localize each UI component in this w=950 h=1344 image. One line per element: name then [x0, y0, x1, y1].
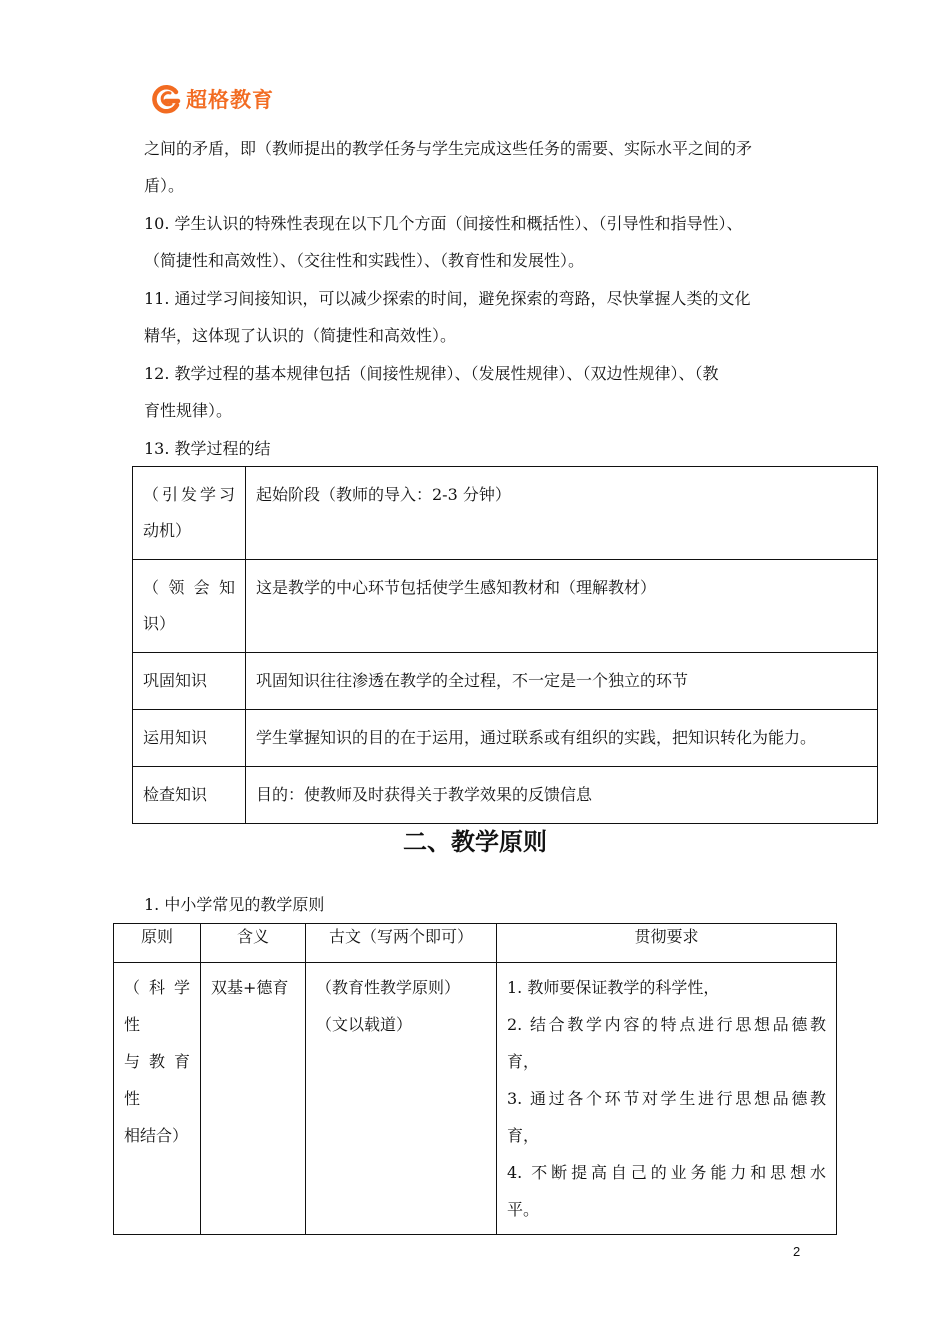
table-row: [133, 467, 878, 560]
description-cell: 起始阶段（教师的导入：2-3 分钟）: [246, 467, 878, 560]
principle-cell: （ 科 学 性 与 教 育 性 相结合）: [114, 963, 201, 1235]
brand-logo: [150, 84, 274, 114]
teaching-principles-table: [113, 923, 837, 1235]
paragraph-13: 13. 教学过程的结: [144, 439, 271, 458]
meaning-cell: 双基+德育: [201, 963, 306, 1235]
logo-text: 超格教育: [186, 88, 274, 112]
header-requirements: 贯彻要求: [497, 924, 837, 963]
paragraph-11: 11. 通过学习间接知识，可以减少探索的时间，避免探索的弯路，尽快掌握人类的文化 精华，这体现了认识的（简捷性和高效性）。: [144, 289, 751, 345]
table-row: [133, 710, 878, 767]
table-header-row: [114, 924, 837, 963]
description-cell: 目的：使教师及时获得关于教学效果的反馈信息: [246, 767, 878, 824]
header-meaning: 含义: [201, 924, 306, 963]
paragraph-12: 12. 教学过程的基本规律包括（间接性规律）、（发展性规律）、（双边性规律）、（教 育性规律）。: [144, 364, 719, 420]
header-classics: 古文（写两个即可）: [306, 924, 497, 963]
requirements-cell: 1. 教师要保证教学的科学性， 2. 结合教学内容的特点进行思想品德教 育， 3. 通过各个环节对学生进行思想品德教 育， 4. 不断提高自己的业务能力和思想水 平。: [497, 963, 837, 1235]
stage-cell: 运用知识: [133, 710, 246, 767]
section-subtitle: 1. 中小学常见的教学原则: [144, 895, 325, 914]
description-cell: 学生掌握知识的目的在于运用，通过联系或有组织的实践，把知识转化为能力。: [246, 710, 878, 767]
table-row: [133, 560, 878, 653]
table-row: [114, 963, 837, 1235]
section-title: 二、教学原则: [403, 828, 547, 856]
page-number: 2: [793, 1244, 801, 1259]
table-row: [133, 767, 878, 824]
description-cell: 这是教学的中心环节包括使学生感知教材和（理解教材）: [246, 560, 878, 653]
logo-g-icon: [150, 84, 182, 114]
stage-cell: 巩固知识: [133, 653, 246, 710]
stage-cell: （ 领 会 知 识）: [133, 560, 246, 653]
stage-cell: 检查知识: [133, 767, 246, 824]
stage-cell: （引发学习 动机）: [133, 467, 246, 560]
header-principle: 原则: [114, 924, 201, 963]
table-row: [133, 653, 878, 710]
paragraph-continued: 之间的矛盾，即（教师提出的教学任务与学生完成这些任务的需要、实际水平之间的矛 盾）。: [144, 139, 753, 195]
teaching-stages-table: [132, 466, 878, 824]
classics-cell: （教育性教学原则） （文以载道）: [306, 963, 497, 1235]
paragraph-10: 10. 学生认识的特殊性表现在以下几个方面（间接性和概括性）、（引导性和指导性）、 （简捷性和高效性）、（交往性和实践性）、（教育性和发展性）。: [144, 214, 743, 270]
description-cell: 巩固知识往往渗透在教学的全过程，不一定是一个独立的环节: [246, 653, 878, 710]
